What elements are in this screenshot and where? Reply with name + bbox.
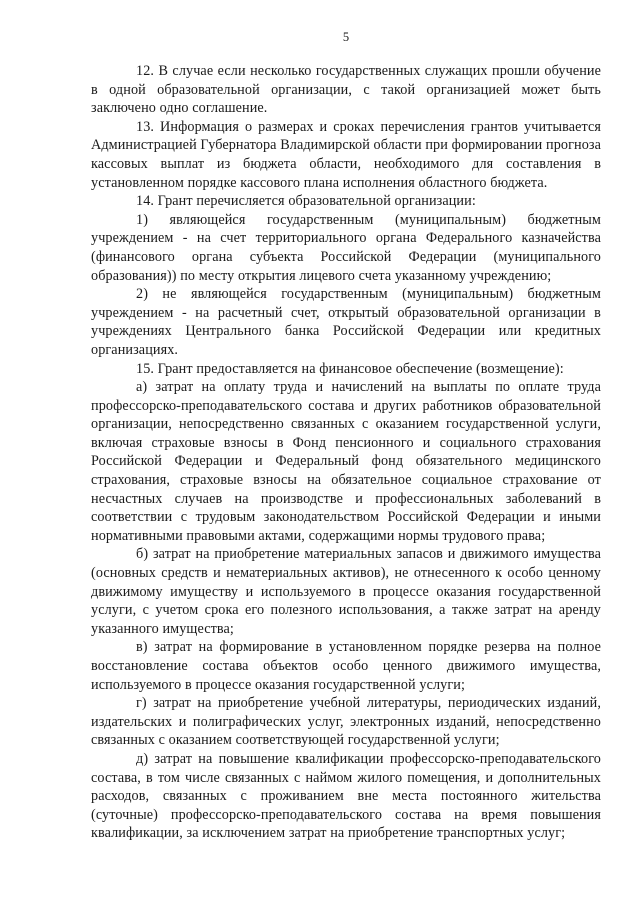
page-number: 5: [342, 30, 350, 44]
paragraph-15-item-d: д) затрат на повышение квалификации профессорско-преподавательского состава, в том числе связанных с наймом жилого помещения, и дополнительных расходов, связанных с проживанием вне места постоянного жительства (суточные) профессорско-преподавательского состава на время повышения квалификации, за исключением затрат на приобретение транспортных услуг;: [91, 750, 601, 842]
paragraph-14-item-1: 1) являющейся государственным (муниципальным) бюджетным учреждением - на счет территориального органа Федерального казначейства (финансового органа субъекта Российской Федерации (муниципального образования)) по месту открытия лицевого счета указанному учреждению;: [91, 211, 601, 284]
paragraph-15-item-b: б) затрат на приобретение материальных запасов и движимого имущества (основных средств и нематериальных активов), не отнесенного к особо ценному движимому имуществу и используемого в процессе оказания государственной услуги, с учетом срока его полезного использования, а также затрат на аренду указанного имущества;: [91, 546, 601, 637]
document-page: [91, 28, 601, 843]
paragraph-12: 12. В случае если несколько государственных служащих прошли обучение в одной образовательной организации, с такой организацией может быть заключено одно соглашение.: [91, 63, 601, 117]
paragraph-15-item-g: г) затрат на приобретение учебной литературы, периодических изданий, издательских и полиграфических услуг, электронных изданий, непосредственно связанных с оказанием соответствующей государственной услуги;: [91, 695, 601, 749]
paragraph-15-item-v: в) затрат на формирование в установленном порядке резерва на полное восстановление состава объектов особо ценного движимого имущества, используемого в процессе оказания государственной услуги;: [91, 639, 601, 693]
paragraph-15: 15. Грант предоставляется на финансовое обеспечение (возмещение):: [136, 360, 564, 377]
paragraph-14: 14. Грант перечисляется образовательной организации:: [136, 193, 476, 210]
paragraph-13: 13. Информация о размерах и сроках перечисления грантов учитывается Администрацией Губернатора Владимирской области при формировании прогноза кассовых выплат из бюджета области, необходимого для составления в установленном порядке кассового плана исполнения областного бюджета.: [91, 118, 601, 191]
paragraph-15-item-a: а) затрат на оплату труда и начислений на выплаты по оплате труда профессорско-преподавательского состава и других работников образовательной организации, непосредственно связанных с оказанием государственной услуги, включая страховые взносы в Фонд пенсионного и социального страхования Российской Федерации и Федеральный фонд обязательного медицинского страхования, страховые взносы на обязательное социальное страхование от несчастных случаев на производстве и профессиональных заболеваний в соответствии с трудовым законодательством Российской Федерации и иными нормативными правовыми актами, содержащими нормы трудового права;: [91, 379, 601, 544]
paragraph-14-item-2: 2) не являющейся государственным (муниципальным) бюджетным учреждением - на расчетный счет, открытый образовательной организации в учреждениях Центрального банка Российской Федерации или кредитных организациях.: [91, 286, 601, 358]
